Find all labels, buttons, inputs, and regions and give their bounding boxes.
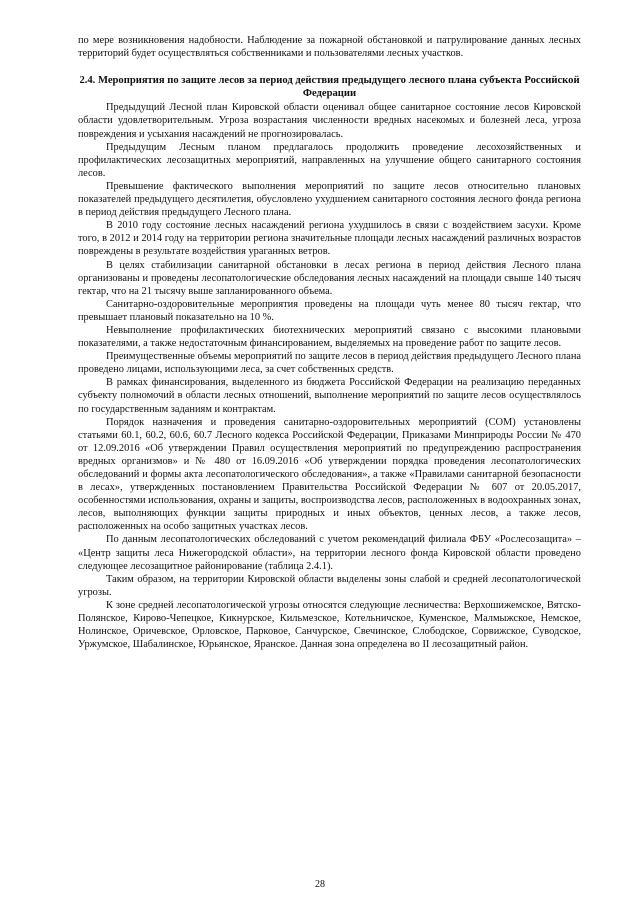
paragraph-10: Порядок назначения и проведения санитарно-оздоровительных мероприятий (СОМ) установлены статьями 60.1, 60.2, 60.6, 60.7 Лесного кодекса Российской Федерации, Приказами Минприроды России № 470 от 12.09.2016 «Об утверждении Правил осуществления мероприятий по предупреждению распространения вредных организмов» и № 480 от 16.09.2016 «Об утверждении порядка проведения лесопатологических обследований и формы акта лесопатологического обследования», а также «Правилами санитарной безопасности в лесах», утвержденных постановлением Правительства Российской Федерации № 607 от 20.05.2017, особенностями использования, охраны и защиты, воспроизводства лесов, расположенных в водоохранных зонах, лесов, выполняющих функции защиты природных и иных объектов, ценных лесов, а также лесов, расположенных на особо защитных участках лесов. [78, 416, 581, 533]
paragraph-13: К зоне средней лесопатологической угрозы относятся следующие лесничества: Верхошижемское, Вятско-Полянское, Кирово-Чепецкое, Кикнурское, Кильмезское, Котельничское, Куменское, Малмыжское, Немское, Нолинское, Оричевское, Орловское, Парковое, Санчурское, Свечинское, Слободское, Сорвижское, Суводское, Уржумское, Шабалинское, Юрьянское, Яранское. Данная зона определена во II лесозащитный район. [78, 599, 581, 651]
paragraph-6: Санитарно-оздоровительные мероприятия проведены на площади чуть менее 80 тысяч гектар, что превышает плановый показательно на 10 %. [78, 298, 581, 323]
paragraph-5: В целях стабилизации санитарной обстановки в лесах региона в период действия Лесного плана организованы и проведены лесопатологические обследования лесных насаждений на площади свыше 140 тысяч гектар, что на 21 тысячу выше запланированного объема. [78, 259, 581, 297]
paragraph-2: Предыдущим Лесным планом предлагалось продолжить проведение лесохозяйственных и профилактических лесозащитных мероприятий, направленных на улучшение общего санитарного состояния лесов. [78, 141, 581, 179]
intro-paragraph: по мере возникновения надобности. Наблюдение за пожарной обстановкой и патрулирование данных лесных территорий будет осуществляться собственниками и пользователями лесных участков. [78, 35, 581, 60]
paragraph-3: Превышение фактического выполнения мероприятий по защите лесов относительно плановых показателей предыдущего десятилетия, обусловлено ухудшением санитарного состояния лесного фонда региона в период действия предыдущего Лесного плана. [78, 180, 581, 219]
paragraph-1: Предыдущий Лесной план Кировской области оценивал общее санитарное состояние лесов Кировской области удовлетворительным. Угроза возрастания численности вредных насекомых и болезней леса, угроза повреждения и усыхания насаждений не прогнозировалась. [78, 102, 581, 140]
paragraph-8: Преимущественные объемы мероприятий по защите лесов в период действия предыдущего Лесного плана проведено лицами, использующими леса, за счет собственных средств. [78, 351, 581, 376]
page-number: 28 [315, 879, 325, 890]
section-heading: 2.4. Мероприятия по защите лесов за период действия предыдущего лесного плана субъекта Российской Федерации [79, 75, 580, 100]
paragraph-11: По данным лесопатологических обследований с учетом рекомендаций филиала ФБУ «Рослесозащита» – «Центр защиты леса Нижегородской области», на территории лесного фонда Кировской области проведено следующее лесозащитное районирование (таблица 2.4.1). [78, 534, 581, 572]
paragraph-4: В 2010 году состояние лесных насаждений региона ухудшилось в связи с воздействием засухи. Кроме того, в 2012 и 2014 году на территории региона значительные площади лесных насаждений различных возрастов повреждены в результате воздействия ураганных ветров. [78, 220, 581, 258]
paragraph-7: Невыполнение профилактических биотехнических мероприятий связано с высокими плановыми показателями, а также недостаточным финансированием, выделяемых на проведение работ по защите лесов. [78, 324, 581, 350]
paragraph-9: В рамках финансирования, выделенного из бюджета Российской Федерации на реализацию переданных субъекту полномочий в области лесных отношений, выполнение мероприятий по защите лесов осуществлялось по государственным заданиям и контрактам. [78, 377, 581, 415]
paragraph-12: Таким образом, на территории Кировской области выделены зоны слабой и средней лесопатологической угрозы. [78, 573, 581, 598]
